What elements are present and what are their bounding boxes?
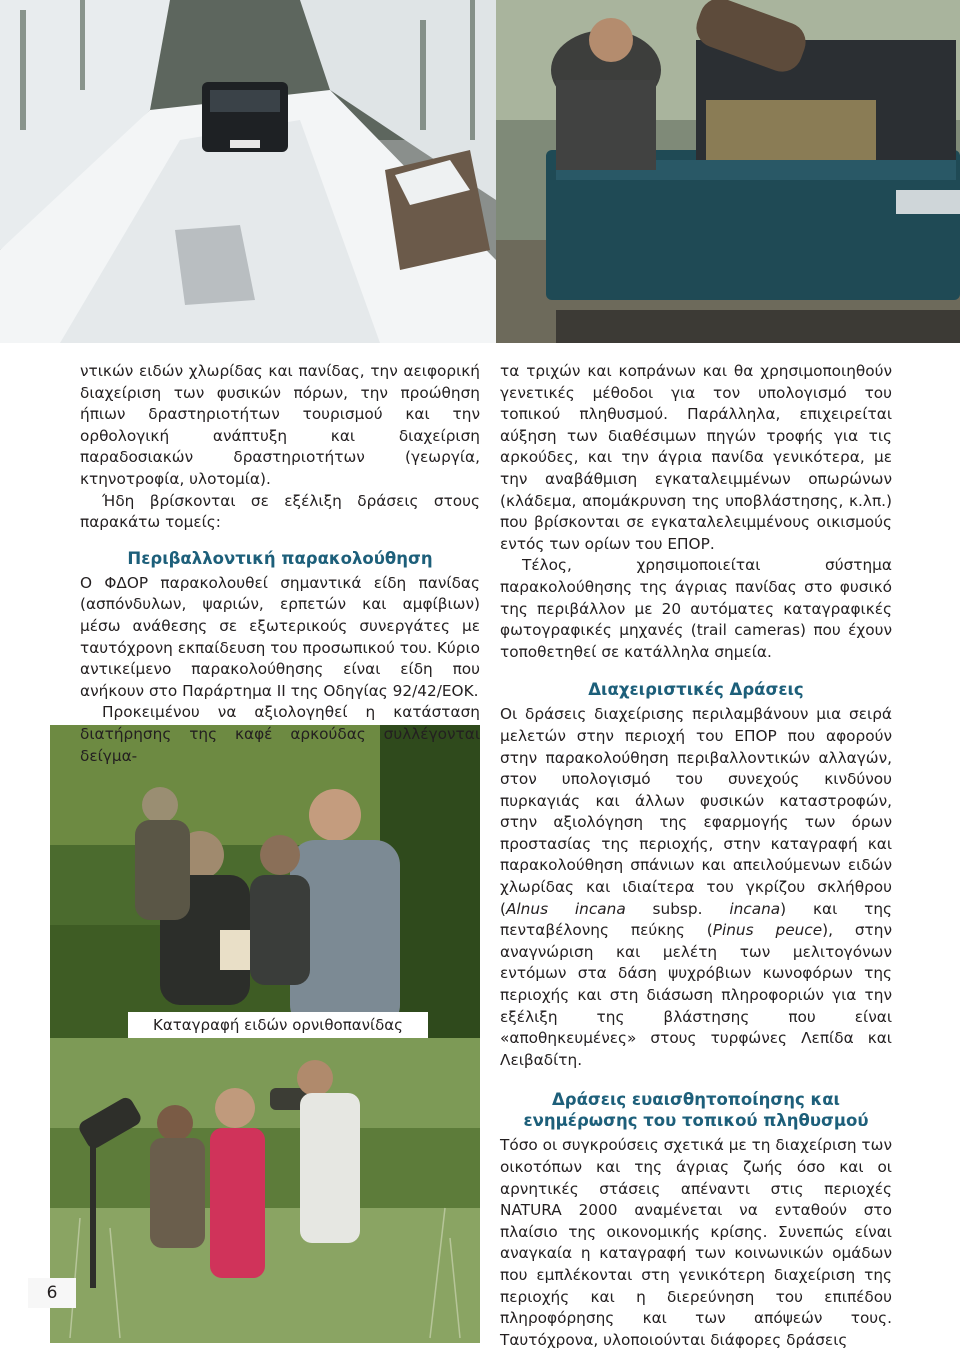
left-paragraph-1: ντικών ειδών χλωρίδας και πανίδας, την αειφορική διαχείριση των φυσικών πόρων, την προώθηση ήπιων δραστηριοτήτων τουρισμού και την ορθολογική ανάπτυξη και διαχείριση παραδοσιακών δραστηριοτήτων (γεωργία, κτηνοτροφία, υλοτομία). — [80, 362, 480, 488]
latin-name: incana — [729, 899, 781, 918]
left-column — [80, 361, 480, 767]
right-paragraph-1: τα τριχών και κοπράνων και θα χρησιμοποιηθούν γενετικές μέθοδοι για τον υπολογισμό του τοπικού πληθυσμού. Παράλληλα, επιχειρείται αύξηση των διαθέσιμων πηγών τροφής για τις αρκούδες, και την άγρια πανίδα γενικότερα, με την αναβάθμιση εγκαταλειμμένων οπωρώνων (κλάδεμα, απομάκρυνση της υποβλάστησης, κ.λπ.) που βρίσκονται σε εγκαταλελειμμένους οικισμούς εντός των ορίων του ΕΠΟΡ. — [500, 362, 892, 553]
right-paragraph-4: Τόσο οι συγκρούσεις σχετικά με τη διαχείριση των οικοτόπων και της άγριας ζωής όσο και οι αρνητικές στάσεις απέναντι στις περιοχές NATURA 2000 αναμένεται να ενταθούν στο πλαίσιο της οικονομικής κρίσης. Συνεπώς είναι αναγκαία η καταγραφή των κοινωνικών ομάδων που εμπλέκονται στη γενικότερη διαχείριση της περιοχής και η διερεύνηση του επιπέδου πληροφόρησης και των απόψεών τους. Ταυτόχρονα, υλοποιούνται διάφορες δράσεις — [500, 1136, 892, 1349]
photo-snow-road — [0, 0, 496, 343]
heading-awareness-actions: Δράσεις ευαισθητοποίησης και ενημέρωσης του τοπικού πληθυσμού — [523, 1090, 869, 1131]
left-paragraph-2: Ήδη βρίσκονται σε εξέλιξη δράσεις στους παρακάτω τομείς: — [80, 491, 480, 532]
text-run: ), στην αναγνώριση και μελέτη των μελιτογόνων εντόμων στα δάση ψυχρόβιων κωνοφόρων της περιοχής και στη διάσωση πληροφοριών για την εξέλιξη της βλάστησης που είναι «αποθηκευμένες» στους τυρφώνες Λεπίδα και Λειβαδίτη. — [500, 921, 892, 1069]
photo-caption: Καταγραφή ειδών ορνιθοπανίδας — [128, 1012, 428, 1038]
left-paragraph-3: Ο ΦΔΟΡ παρακολουθεί σημαντικά είδη πανίδας (ασπόνδυλων, ψαριών, ερπετών και αμφίβιων) μέσω ανάθεσης σε εξωτερικούς συνεργάτες με ταυτόχρονη εκπαίδευση του προσωπικού του. Κύριο αντικείμενο παρακολούθησης είναι είδη που ανήκουν στο Παράρτημα ΙΙ της Οδηγίας 92/42/ΕΟΚ. — [80, 573, 481, 700]
text-run: ) και της πενταβέλονης πεύκης ( — [500, 899, 892, 940]
photo-birdwatchers-book — [50, 725, 480, 1047]
heading-management-actions: Διαχειριστικές Δράσεις — [588, 680, 804, 700]
photo-pickup-cleanup — [496, 0, 960, 343]
heading-environmental-monitoring: Περιβαλλοντική παρακολούθηση — [127, 548, 433, 568]
text-run: subsp. — [625, 899, 730, 918]
page-number: 6 — [28, 1278, 76, 1308]
photo-birdwatchers-scope — [50, 1038, 480, 1343]
right-paragraph-2: Τέλος, χρησιμοποιείται σύστημα παρακολούθησης της άγριας πανίδας στο φυσικό της περιβάλλον με 20 αυτόματες καταγραφικές φωτογραφικές μηχανές (trail cameras) που έχουν τοποθετηθεί σε κατάλληλα σημεία. — [500, 556, 892, 661]
left-paragraph-4: Προκειμένου να αξιολογηθεί η κατάσταση διατήρησης της καφέ αρκούδας συλλέγονται δείγμα- — [80, 703, 480, 765]
right-paragraph-3 — [500, 704, 892, 1071]
latin-name: Pinus peuce — [712, 921, 823, 940]
right-column — [500, 361, 892, 1351]
text-run: Οι δράσεις διαχείρισης περιλαμβάνουν μια σειρά μελετών στην περιοχή του ΕΠΟΡ που αφορούν στην παρακολούθηση περιβαλλοντικών αλλαγών, στον υπολογισμό του συνεχούς κινδύνου πυρκαγιάς και άλλων φυσικών καταστροφών, στην αξιολόγηση της εφαρμογής των όρων προστασίας της περιοχής, στην καταγραφή και παρακολούθηση σπάνιων και απειλούμενων ειδών χλωρίδας και ιδιαίτερα του γκρίζου σκλήθρου ( — [500, 705, 892, 918]
latin-name: Alnus incana — [505, 899, 626, 918]
